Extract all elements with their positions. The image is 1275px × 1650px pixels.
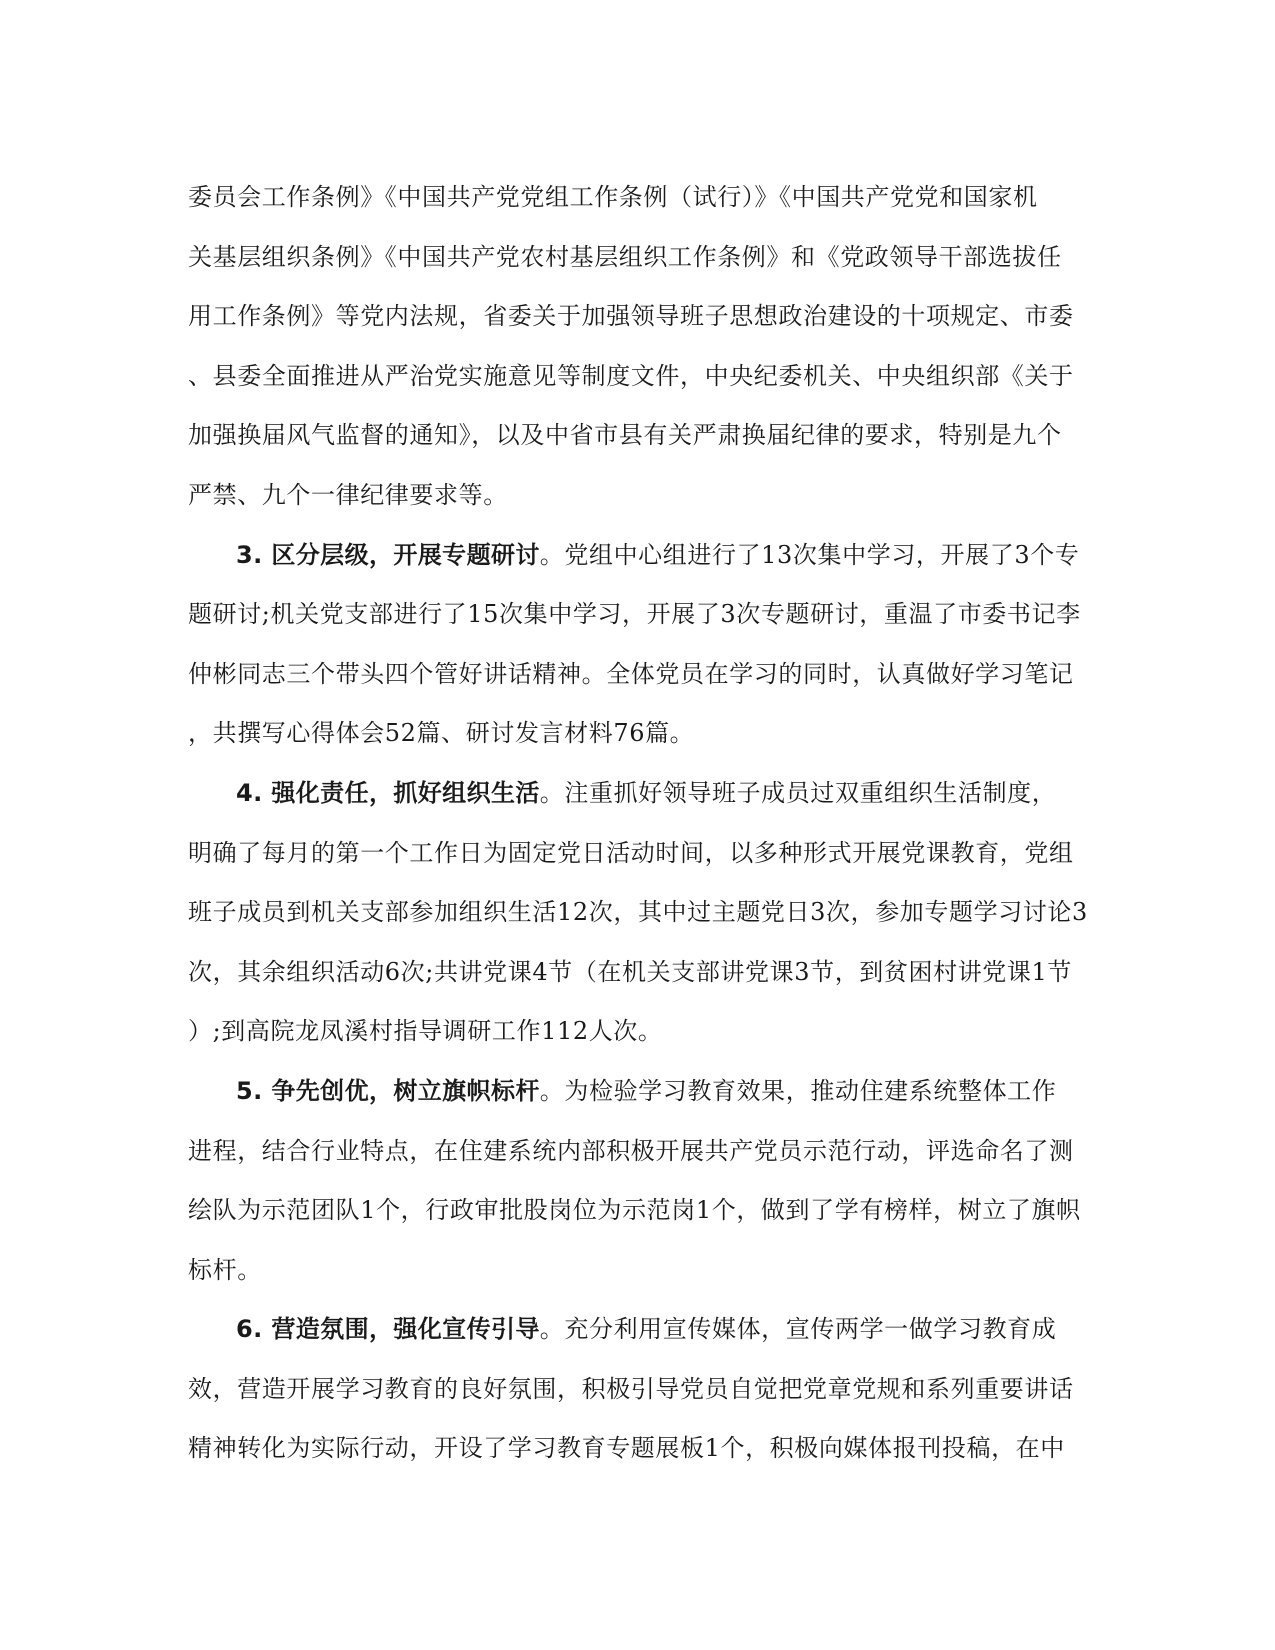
text-line: 仲彬同志三个带头四个管好讲话精神。全体党员在学习的同时，认真做好学习笔记 [188,659,1074,688]
text-line: 、县委全面推进从严治党实施意见等制度文件，中央纪委机关、中央组织部《关于 [188,361,1074,390]
text-line: 委员会工作条例》《中国共产党党组工作条例（试行）》《中国共产党党和国家机 [188,183,1038,211]
text-line: 用工作条例》等党内法规，省委关于加强领导班子思想政治建设的十项规定、市委 [188,302,1074,331]
paragraph-4-first-line [188,764,1088,824]
paragraph-3-first-line [188,526,1088,586]
body-text [188,168,1088,1479]
text-line: 标杆。 [188,1255,262,1284]
text-run: 。充分利用宣传媒体，宣传两学一做学习教育成 [539,1315,1057,1344]
text-line: 班子成员到机关支部参加组织生活12次，其中过主题党日3次，参加专题学习讨论3 [188,898,1088,927]
text-line: 明确了每月的第一个工作日为固定党日活动时间，以多种形式开展党课教育，党组 [188,838,1074,867]
section-heading-4: 4. 强化责任，抓好组织生活 [236,778,540,807]
text-line: 效，营造开展学习教育的良好氛围，积极引导党员自觉把党章党规和系列重要讲话 [188,1374,1074,1403]
text-line: 关基层组织条例》《中国共产党农村基层组织工作条例》和《党政领导干部选拔任 [188,242,1062,271]
section-heading-3: 3. 区分层级，开展专题研讨 [236,540,540,569]
section-heading-5: 5. 争先创优，树立旗帜标杆 [236,1076,540,1105]
paragraph-6-first-line [188,1300,1088,1360]
text-run: 。为检验学习教育效果，推动住建系统整体工作 [539,1076,1057,1105]
text-run: 。注重抓好领导班子成员过双重组织生活制度， [539,778,1057,807]
text-line: 严禁、九个一律纪律要求等。 [188,480,508,509]
text-line: 题研讨;机关党支部进行了15次集中学习，开展了3次专题研讨，重温了市委书记李 [188,600,1081,629]
paragraph-5-first-line [188,1062,1088,1122]
section-heading-6: 6. 营造氛围，强化宣传引导 [236,1315,540,1344]
text-line: 进程，结合行业特点，在住建系统内部积极开展共产党员示范行动，评选命名了测 [188,1136,1074,1165]
text-line: 精神转化为实际行动，开设了学习教育专题展板1个，积极向媒体报刊投稿，在中 [188,1434,1065,1463]
text-line: ，共撰写心得体会52篇、研讨发言材料76篇。 [188,719,695,748]
text-line: 次，其余组织活动6次;共讲党课4节（在机关支部讲党课3节，到贫困村讲党课1节 [188,957,1072,986]
text-run: 。党组中心组进行了13次集中学习，开展了3个专 [539,540,1080,569]
text-line: 绘队为示范团队1个，行政审批股岗位为示范岗1个，做到了学有榜样，树立了旗帜 [188,1196,1081,1225]
text-line: ）;到高院龙凤溪村指导调研工作112人次。 [188,1017,663,1046]
text-line: 加强换届风气监督的通知》，以及中省市县有关严肃换届纪律的要求，特别是九个 [188,421,1062,450]
